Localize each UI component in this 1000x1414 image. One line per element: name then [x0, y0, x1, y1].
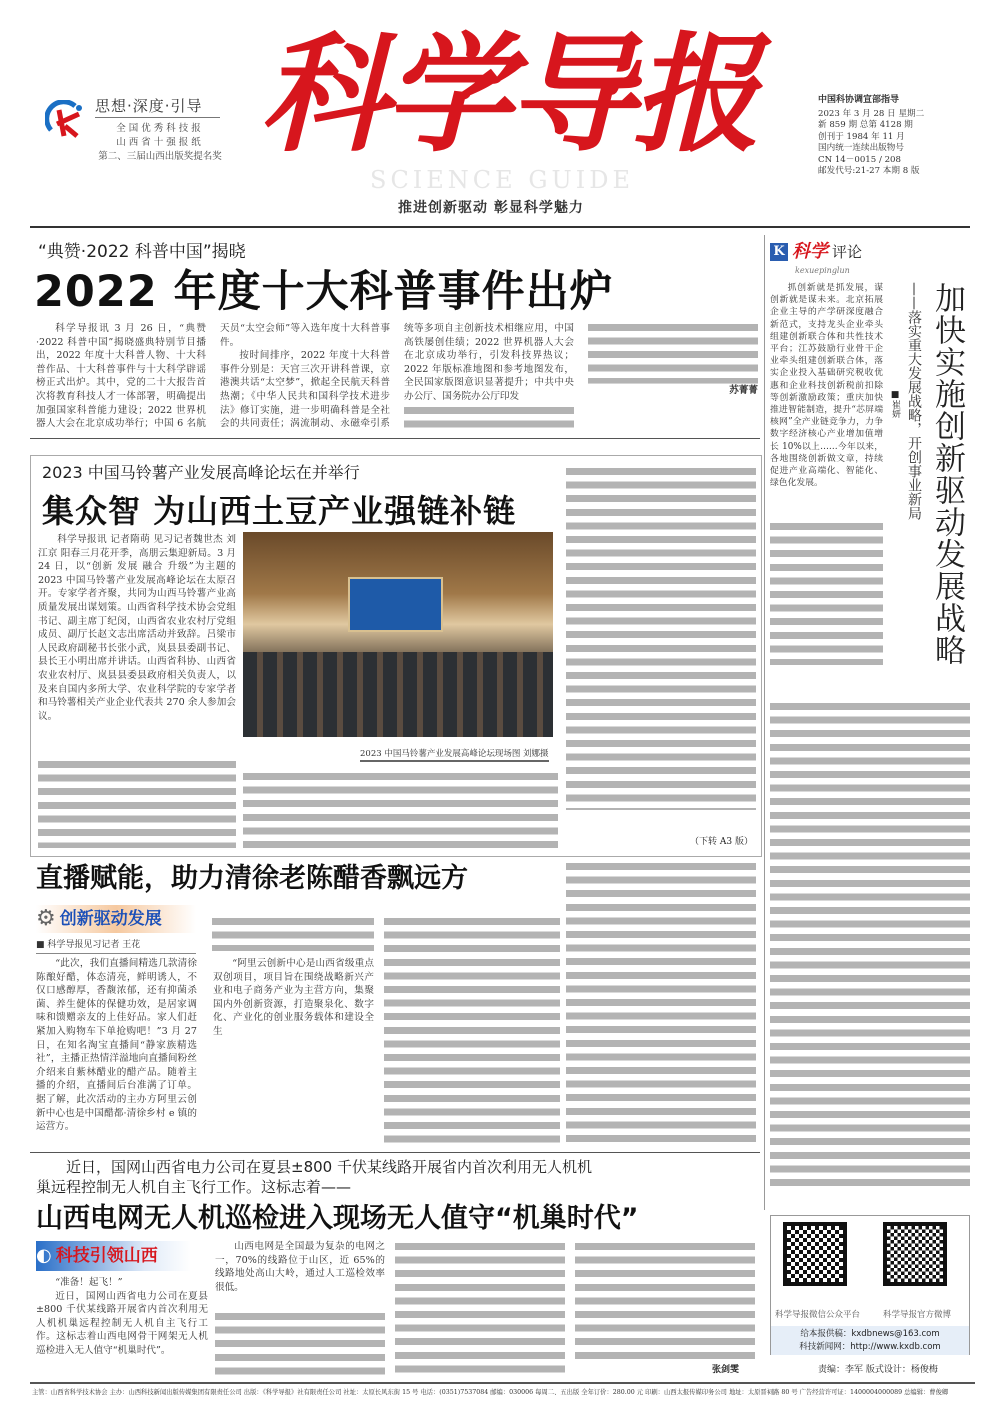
commentary-pinyin: kexuepinglun — [795, 266, 850, 275]
article1-headline: 2022 年度十大科普事件出炉 — [34, 267, 614, 317]
commentary-text: 抓创新就是抓发展，谋创新就是谋未来。北京拓展企业主导的产学研深度融合新范式，支持龙头企业牵头组建创新联合体和共性技术平台；江苏鼓励行业骨干企业牵头组建创新联合体，落实企业投入基础研究税收优惠和企业科技创新税前扣除等创新激励政策；重庆加快推进智能制造，提升“芯屏端核网”全产业链竞争力，力争数字经济核心产业增加值增长 10%以上……今年以来，各地围绕创新做文章，持续促进产业高端化、智能化、绿色化发展。 — [770, 283, 883, 489]
honor: 山西省十强报纸 — [116, 137, 204, 148]
k-logo-icon — [45, 100, 87, 142]
article3-body: “此次，我们直播间精选几款清徐陈酿好醋，体态清亮，鲜明诱人，不仅口感醇厚，香馥浓郁，还有抑菌杀菌、养生健体的保健功效，是居家调味和馈赠亲友的上佳好品。家人们赶紧加入购物车下单抢购吧！”3 月 27 日，在知名淘宝直播间“静家族精选社”，主播正热情洋溢地向直播间粉丝介绍来自紫林醋业的醋产品。随着主播的介绍，直播间后台准满了订单。据了解，此次活动的主办方阿里云创新中心也是中国醋都·清徐乡村 e 镇的运营方。 “阿里云创新中心是山西省级重点双创项目，项目旨在围绕战略新兴产业和电子商务产业为主营方向，集聚国内外创新资源，打造聚泉化、数字化、产业化的创业服务载体和建设全生 — [36, 958, 374, 1133]
square-bullet-icon: ■ — [36, 940, 48, 950]
qr-box: 科学导报微信公众平台 科学导报官方微博 给本报供稿：kxdbnews@163.com 科技新闻网：http://www.kxdb.com — [770, 1215, 970, 1355]
issue-info: 中国科协调宣部指导 2023 年 3 月 28 日 星期二 新 859 期 总第 4128 期 创刊于 1984 年 11 月 国内统一连续出版物号 CN 14－0015 / 208 邮发代号:21-27 本期 8 版 — [818, 95, 925, 176]
continued-note: （下转 A3 版） — [690, 837, 753, 847]
article4-headline: 山西电网无人机巡检进入现场无人值守“机巢时代” — [36, 1203, 639, 1234]
article4-body-continued: 山西电网是全国最为复杂的电网之一，70%的线路位于山区，近 65%的线路地处高山大岭，通过人工巡检效率很低。 — [215, 1241, 385, 1293]
article1-kicker: “典赞·2022 科普中国”揭晓 — [38, 242, 246, 262]
article2-headline: 集众智 为山西土豆产业强链补链 — [42, 492, 517, 530]
masthead-logo — [45, 100, 87, 142]
article4-lead: 近日，国网山西省电力公司在夏县±800 千伏某线路开展省内首次利用无人机机巢远程控制无人机自主飞行工作。这标志着—— — [36, 1158, 592, 1196]
square-bullet-icon: ■ — [890, 390, 900, 400]
weibo-qr-code[interactable] — [883, 1222, 947, 1286]
forum-photo — [243, 532, 553, 737]
submission-email[interactable]: 给本报供稿：kxdbnews@163.com — [800, 1329, 940, 1339]
article4-byline: 张剑雯 — [712, 1365, 740, 1375]
website-link[interactable]: 科技新闻网：http://www.kxdb.com — [799, 1342, 941, 1352]
editors: 责编：李军 版式设计：杨俊梅 — [818, 1365, 938, 1375]
masthead-title: 科学导报 — [259, 20, 756, 170]
gear-icon: ⚙ — [36, 906, 56, 931]
section-label-innovation: ⚙ 创新驱动发展 — [36, 905, 196, 933]
masthead-title-en: SCIENCE GUIDE — [370, 166, 634, 194]
article1-body: 科学导报讯 3 月 26 日，“典赞·2022 科普中国”揭晓盛典特别节目播出，2022 年度十大科普人物、十大科普作品、十大科普事件与十大科学辟谣榜正式出炉。其中，党的二十大报告首次将教育科技人才一体部署，明确提出加强国家科普能力建设；2022 世界机器人大会在北京成功举行；中国 6 名航天员“太空会师”等入选年度十大科普事件。 按时间排序，2022 年度十大科普事件分别是：天宫三次开讲科普课，京港澳共话“太空梦”，掀起全民航天科普热潮；《中华人民共和国科学技术进步法》修订实施，进一步明确科普是全社会的共同责任；涡流制动、永磁牵引系统等多项自主创新技术相继应用，中国高铁屡创佳绩；2022 世界机器人大会在北京成功举行，引发科技界热议；2022 年版标准地图和参考地图发布，全民国家版图意识显著提升；中共中央办公厅、国务院办公厅印发 苏菁菁 — [36, 322, 758, 432]
honor: 第二、三届山西出版奖提名奖 — [98, 151, 222, 162]
commentary-title: 加快实施创新驱动发展战略 — [929, 282, 965, 666]
footer-imprint: 主管：山西省科学技术协会 主办：山西科技新闻出版传媒集团有限责任公司 出版：《科学导报》社有限责任公司 社址：太原长风东街 15 号 电话：(0351)7537084 邮编：030006 每周二、五出版 全年订价：280.00 元 印刷：山西太报传媒印务公司 地址：太原晋祠路 80 号 广告经营许可证：1400004000089 总编辑：曹俊卿 — [32, 1389, 949, 1396]
globe-icon: ◐ — [36, 1245, 52, 1266]
article2-lead: 科学导报讯 记者隋萌 见习记者魏世杰 刘江京 阳春三月花开季，高朋云集迎新局。3 月 24 日，以“创新 发展 融合 升级”为主题的 2023 中国马铃薯产业发展高峰论坛在太原召开。专家学者齐聚，共同为山西马铃薯产业高质量发展出谋划策。山西省科学技术协会党组书记、副主席丁纪闵，山西省农业农村厅党组成员、副厅长赵文志出席活动并致辞。吕梁市人民政府副秘书长张小武，岚县县委副书记、县长王小明出席并讲话。山西省科协、山西省农业农村厅、岚县县委县政府相关负责人，以及来自国内多所大学、农业科学院的专家学者和马铃薯相关产业企业代表共 270 余人参加会议。 — [38, 534, 236, 722]
commentary-header: K 科学 评论 — [770, 241, 862, 263]
honor: 全国优秀科技报 — [116, 123, 204, 134]
article2-kicker: 2023 中国马铃薯产业发展高峰论坛在并举行 — [42, 463, 360, 482]
article4-body: “准备！起飞！” 近日，国网山西省电力公司在夏县±800 千伏某线路开展省内首次利用无人机机巢远程控制无人机自主飞行工作。这标志着山西电网骨干网架无人机巡检进入无人值守“机巢时代”。 — [36, 1277, 208, 1356]
wechat-qr-code[interactable] — [783, 1222, 847, 1286]
section-label-tech: ◐ 科技引领山西 — [36, 1241, 191, 1271]
commentary-subtitle: ——落实重大发展战略，开创事业新局 — [906, 282, 922, 520]
motto: 思想·深度·引导 — [95, 97, 203, 115]
byline: 苏菁菁 — [729, 384, 758, 396]
slogan: 推进创新驱动 彰显科学魅力 — [398, 200, 584, 216]
photo-caption: 2023 中国马铃薯产业发展高峰论坛现场图 刘娜摄 — [360, 749, 549, 762]
k-badge-icon: K — [770, 243, 788, 261]
honors — [90, 122, 230, 164]
article3-headline: 直播赋能，助力清徐老陈醋香飘远方 — [36, 863, 468, 894]
commentary-author: ■崔妍 — [890, 390, 900, 418]
article3-byline: ■ 科学导报见习记者 王花 — [36, 940, 141, 950]
